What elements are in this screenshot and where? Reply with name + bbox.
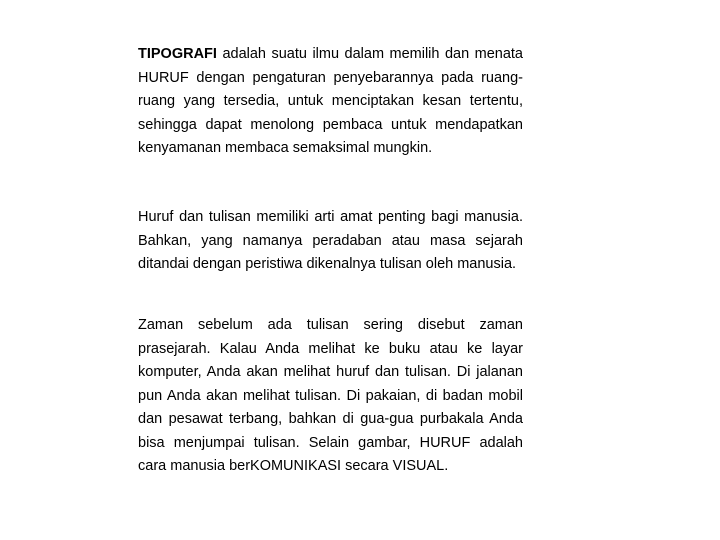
paragraph-tipografi-text: adalah suatu ilmu dalam memilih dan menata HURUF dengan pengaturan penyebarannya pada ruang-ruang yang tersedia, untuk menciptakan kesan tertentu, sehingga dapat menolong pembaca untuk mendapatkan kenyamanan membaca semaksimal mungkin.	[138, 46, 523, 156]
paragraph-huruf-dan-tulisan: Huruf dan tulisan memiliki arti amat penting bagi manusia. Bahkan, yang namanya peradaban atau masa sejarah ditandai dengan peristiwa dikenalnya tulisan oleh manusia.	[138, 209, 523, 272]
paragraph-zaman-sebelum: Zaman sebelum ada tulisan sering disebut zaman prasejarah. Kalau Anda melihat ke buku atau ke layar komputer, Anda akan melihat huruf dan tulisan. Di jalanan pun Anda akan melihat tulisan. Di pakaian, di badan mobil dan pesawat terbang, bahkan di gua-gua purbakala Anda bisa menjumpai tulisan. Selain gambar, HURUF adalah cara manusia berKOMUNIKASI secara VISUAL.	[138, 317, 523, 474]
paragraph-lead-term: TIPOGRAFI	[138, 46, 217, 62]
paragraph-tipografi	[138, 43, 523, 161]
